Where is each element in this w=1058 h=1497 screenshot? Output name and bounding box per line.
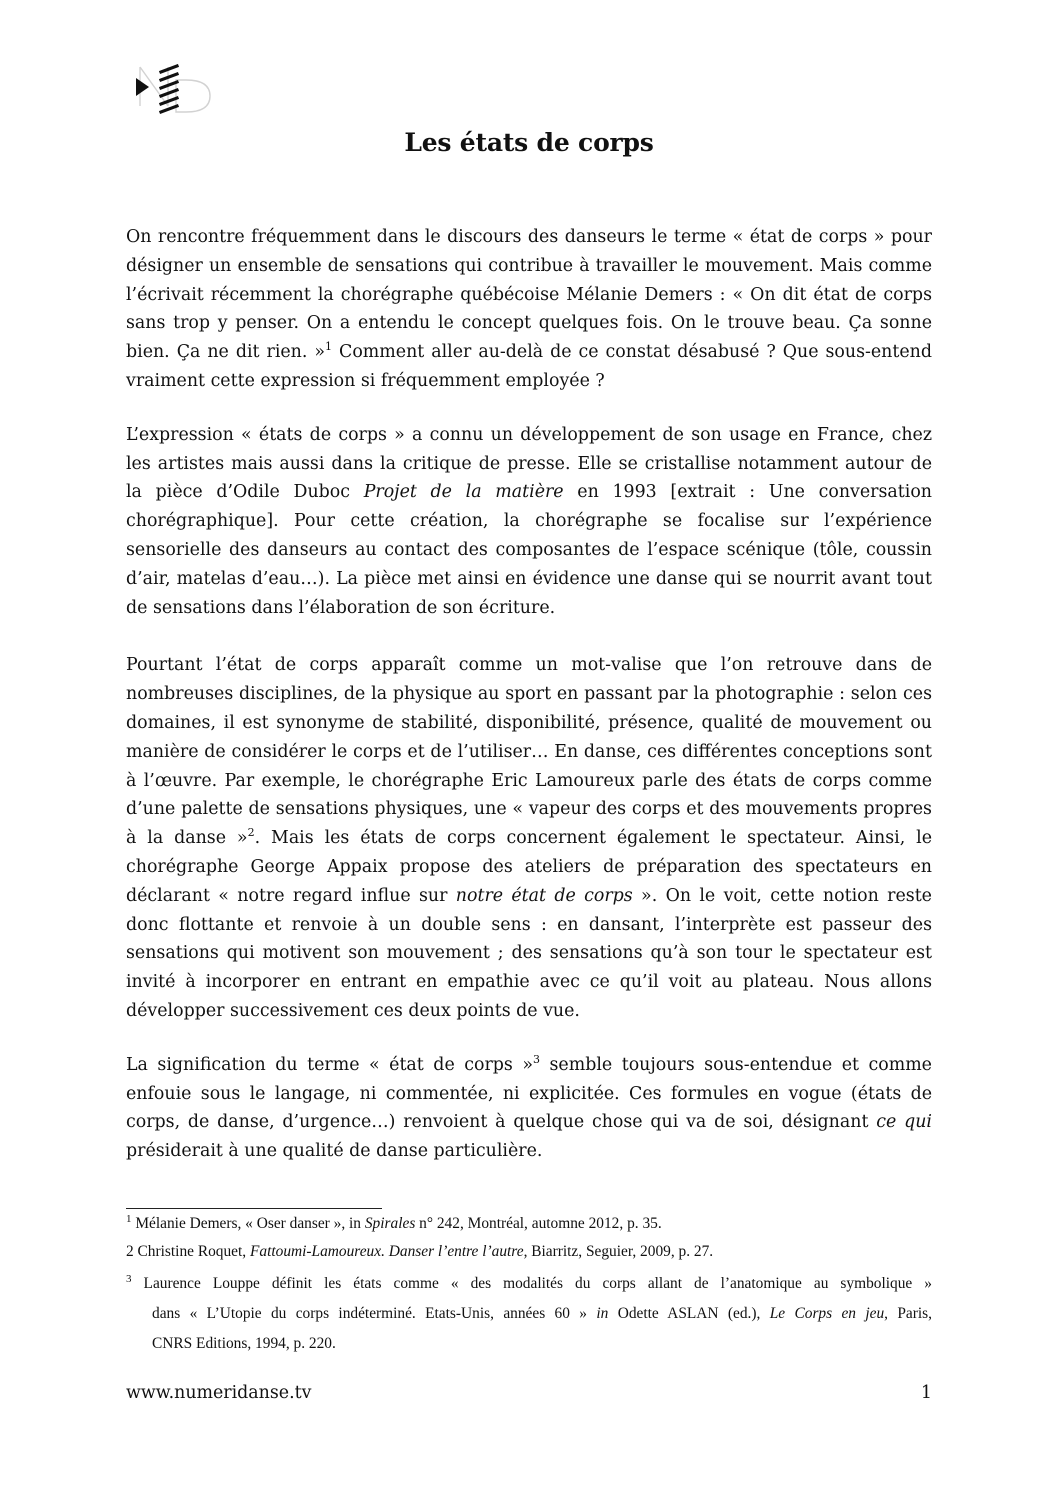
- page-footer: [126, 1383, 932, 1403]
- footnote-ref[interactable]: 3: [532, 1052, 540, 1066]
- book-title: Fattoumi-Lamoureux. Danser l’entre l’autre: [249, 1243, 524, 1260]
- text-run: On rencontre fréquemment dans le discours des danseurs le terme « état de corps » pour désigner un ensemble de sensations qui contribue à travailler le mouvement. Mais comme l’écrivait récemment la chorégraphe québécoise Mélanie Demers : « On dit état de corps sans trop y penser. On a entendu le concept quelques fois. On le trouve beau. Ça sonne bien. Ça ne dit rien. »: [126, 227, 932, 363]
- footnote-number: 3: [126, 1273, 132, 1285]
- footnote-line: CNRS Editions, 1994, p. 220.: [152, 1335, 336, 1352]
- footnote-text: Laurence Louppe définit les états comme « des modalités du corps allant de l’anatomique au symbolique »: [131, 1275, 932, 1292]
- footnote-text: Mélanie Demers, « Oser danser », in: [131, 1215, 365, 1232]
- footnote-number: 1: [126, 1213, 132, 1225]
- emphasis: ce qui: [876, 1112, 932, 1133]
- paragraph: [126, 651, 932, 1025]
- footnote-1: [126, 1213, 932, 1235]
- text-run: Comment aller au-delà de ce constat désabusé ? Que sous-entend vraiment cette expression si fréquemment employée ?: [126, 342, 932, 391]
- journal-title: Spirales: [364, 1215, 416, 1232]
- paragraph: [126, 421, 932, 623]
- paragraph: [126, 223, 932, 396]
- page-title: Les états de corps: [404, 128, 654, 157]
- footnote-text: , Paris,: [884, 1305, 933, 1322]
- emphasis: notre état de corps: [455, 885, 633, 906]
- text-run: L’expression « états de corps » a connu un développement de son usage en France, chez les artistes mais aussi dans la critique de presse. Elle se cristallise notamment autour de la pièce d’Odile Duboc: [126, 424, 932, 503]
- footnote-ref[interactable]: 2: [247, 826, 255, 840]
- footnote-text: Odette ASLAN (ed.),: [608, 1305, 770, 1322]
- book-title: Le Corps en jeu: [769, 1305, 885, 1322]
- emphasis: in: [596, 1305, 609, 1322]
- footnote-text: n° 242, Montréal, automne 2012, p. 35.: [415, 1215, 662, 1232]
- text-run: en 1993 [extrait : Une conversation chorégraphique]. Pour cette création, la chorégraphe se focalise sur l’expérience sensorielle des danseurs au contact des composantes de l’espace scénique (tôle, coussin d’air, matelas d’eau…). La pièce met ainsi en évidence une danse qui se nourrit avant tout de sensations dans l’élaboration de son écriture.: [126, 482, 932, 618]
- footnote-text: , Biarritz, Seguier, 2009, p. 27.: [523, 1243, 714, 1260]
- footnote-text: dans « L’Utopie du corps indéterminé. Etats-Unis, années 60 »: [152, 1305, 597, 1322]
- text-run: ». On le voit, cette notion reste donc flottante et renvoie à un double sens : en dansant, l’interprète est passeur des sensations qui motivent son mouvement ; des sensations qu’à son tour le spectateur est invité à incorporer en entrant en empathie avec ce qu’il voit au plateau. Nous allons développer successivement ces deux points de vue.: [126, 885, 932, 1021]
- footnote-ref[interactable]: 1: [325, 340, 333, 354]
- website-link[interactable]: www.numeridanse.tv: [126, 1383, 312, 1403]
- footnote-line: [126, 1269, 932, 1299]
- page-number: 1: [920, 1383, 932, 1403]
- numeridanse-logo-icon: [134, 64, 214, 116]
- footnotes: [126, 1213, 932, 1365]
- text-run: La signification du terme « état de corps »: [126, 1054, 533, 1075]
- text-run: Pourtant l’état de corps apparaît comme un mot-valise que l’on retrouve dans de nombreuses disciplines, de la physique au sport en passant par la photographie : selon ces domaines, il est synonyme de stabilité, disponibilité, présence, qualité de mouvement ou manière de considérer le corps et de l’utiliser… En danse, ces différentes conceptions sont à l’œuvre. Par exemple, le chorégraphe Eric Lamoureux parle des états de corps comme d’une palette de sensations physiques, une « vapeur des corps et des mouvements propres à la danse »: [126, 655, 932, 849]
- text-run: semble toujours sous-entendue et comme enfouie sous le langage, ni commentée, ni explicitée. Ces formules en vogue (états de corps, de danse, d’urgence…) renvoient à quelque chose qui va de soi, désignant: [126, 1054, 932, 1133]
- footnote-separator: [126, 1208, 382, 1209]
- footnote-2: [126, 1241, 932, 1263]
- article-body: [126, 223, 932, 1191]
- footnote-text: 2 Christine Roquet,: [126, 1243, 250, 1260]
- footnote-line: [126, 1299, 932, 1329]
- text-run: . Mais les états de corps concernent également le spectateur. Ainsi, le chorégraphe George Appaix propose des ateliers de préparation des spectateurs en déclarant « notre regard influe sur: [126, 828, 932, 906]
- paragraph: [126, 1051, 932, 1166]
- work-title: Projet de la matière: [363, 482, 564, 503]
- text-run: présiderait à une qualité de danse particulière.: [126, 1141, 543, 1162]
- footnote-3: [126, 1269, 932, 1359]
